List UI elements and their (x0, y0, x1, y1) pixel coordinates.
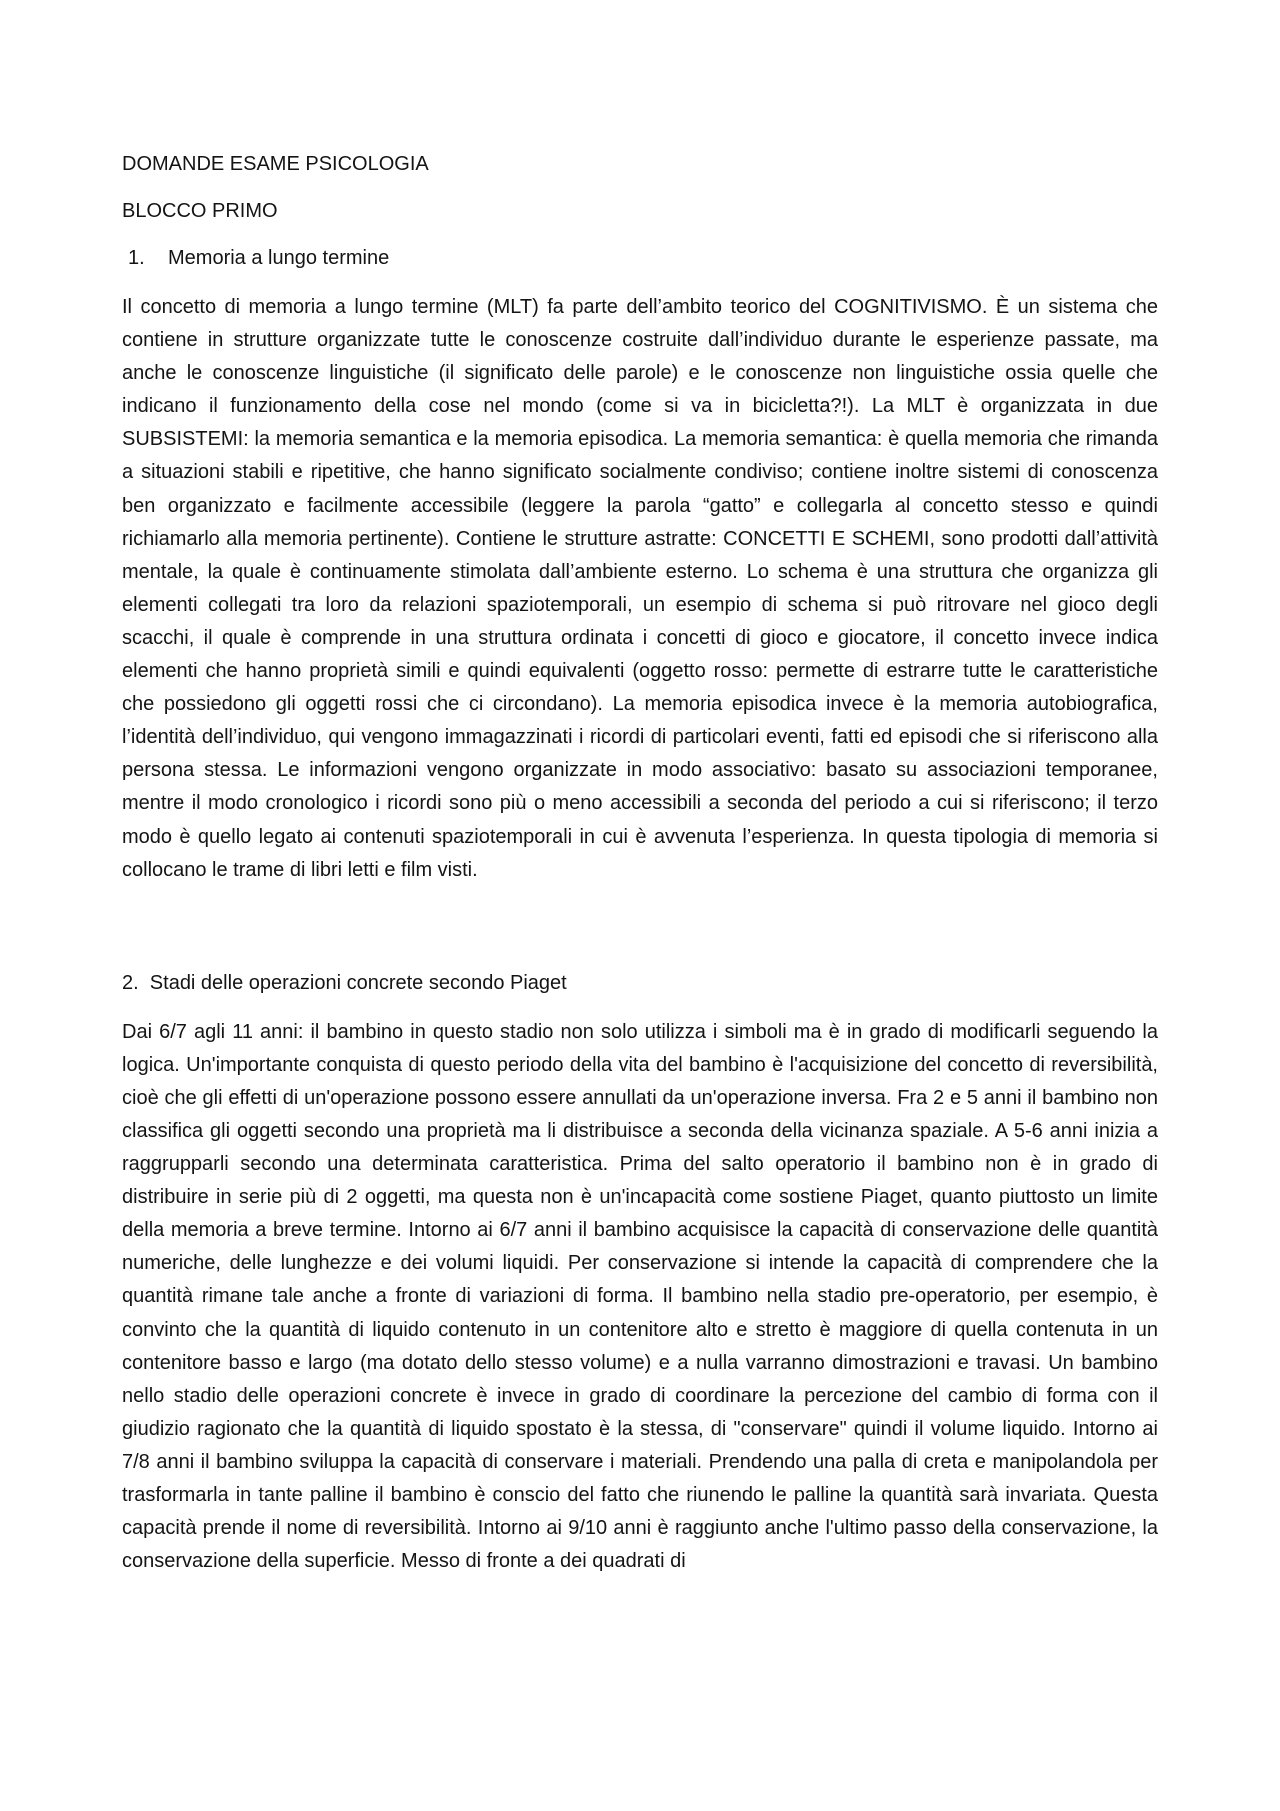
section-1-number: 1. (128, 247, 145, 269)
document-title: DOMANDE ESAME PSICOLOGIA (122, 153, 429, 175)
section-2-heading: 2. Stadi delle operazioni concrete secondo Piaget (122, 971, 567, 994)
section-1-heading (122, 244, 1158, 272)
section-1-paragraph: Il concetto di memoria a lungo termine (MLT) fa parte dell’ambito teorico del COGNITIVISMO. È un sistema che contiene in strutture organizzate tutte le conoscenze costruite dall’individuo durante le esperienze passate, ma anche le conoscenze linguistiche (il significato delle parole) e le conoscenze non linguistiche ossia quelle che indicano il funzionamento della cose nel mondo (come si va in bicicletta?!). La MLT è organizzata in due SUBSISTEMI: la memoria semantica e la memoria episodica. La memoria semantica: è quella memoria che rimanda a situazioni stabili e ripetitive, che hanno significato socialmente condiviso; contiene inoltre sistemi di conoscenza ben organizzato e facilmente accessibile (leggere la parola “gatto” e collegarla al concetto stesso e quindi richiamarlo alla memoria pertinente). Contiene le strutture astratte: CONCETTI E SCHEMI, sono prodotti dall’attività mentale, la quale è continuamente stimolata dall’ambiente esterno. Lo schema è una struttura che organizza gli elementi collegati tra loro da relazioni spaziotemporali, un esempio di schema si può ritrovare nel gioco degli scacchi, il quale è comprende in una struttura ordinata i concetti di gioco e giocatore, il concetto invece indica elementi che hanno proprietà simili e quindi equivalenti (oggetto rosso: permette di estrarre tutte le caratteristiche che possiedono gli oggetti rossi che ci circondano). La memoria episodica invece è la memoria autobiografica, l’identità dell’individuo, qui vengono immagazzinati i ricordi di particolari eventi, fatti ed episodi che si riferiscono alla persona stessa. Le informazioni vengono organizzate in modo associativo: basato su associazioni temporanee, mentre il modo cronologico i ricordi sono più o meno accessibili a seconda del periodo a cui si riferiscono; il terzo modo è quello legato ai contenuti spaziotemporali in cui è avvenuta l’esperienza. In questa tipologia di memoria si collocano le trame di libri letti e film visti. (122, 296, 1158, 881)
document-content (122, 150, 1158, 1578)
section-spacer (122, 887, 1158, 969)
section-2-paragraph: Dai 6/7 agli 11 anni: il bambino in questo stadio non solo utilizza i simboli ma è in grado di modificarli seguendo la logica. Un'importante conquista di questo periodo della vita del bambino è l'acquisizione del concetto di reversibilità, cioè che gli effetti di un'operazione possono essere annullati da un'operazione inversa. Fra 2 e 5 anni il bambino non classifica gli oggetti secondo una proprietà ma li distribuisce a seconda della vicinanza spaziale. A 5-6 anni inizia a raggrupparli secondo una determinata caratteristica. Prima del salto operatorio il bambino non è in grado di distribuire in serie più di 2 oggetti, ma questa non è un'incapacità come sostiene Piaget, quanto piuttosto un limite della memoria a breve termine. Intorno ai 6/7 anni il bambino acquisisce la capacità di conservazione delle quantità numeriche, delle lunghezze e dei volumi liquidi. Per conservazione si intende la capacità di comprendere che la quantità rimane tale anche a fronte di variazioni di forma. Il bambino nella stadio pre-operatorio, per esempio, è convinto che la quantità di liquido contenuto in un contenitore alto e stretto è maggiore di quella contenuta in un contenitore basso e largo (ma dotato dello stesso volume) e a nulla varranno dimostrazioni e travasi. Un bambino nello stadio delle operazioni concrete è invece in grado di coordinare la percezione del cambio di forma con il giudizio ragionato che la quantità di liquido spostato è la stessa, di "conservare" quindi il volume liquido. Intorno ai 7/8 anni il bambino sviluppa la capacità di conservare i materiali. Prendendo una palla di creta e manipolandola per trasformarla in tante palline il bambino è conscio del fatto che riunendo le palline la quantità sarà invariata. Questa capacità prende il nome di reversibilità. Intorno ai 9/10 anni è raggiunto anche l'ultimo passo della conservazione, la conservazione della superficie. Messo di fronte a dei quadrati di (122, 1020, 1158, 1573)
block-label: BLOCCO PRIMO (122, 200, 278, 222)
section-1-title: Memoria a lungo termine (168, 247, 390, 269)
